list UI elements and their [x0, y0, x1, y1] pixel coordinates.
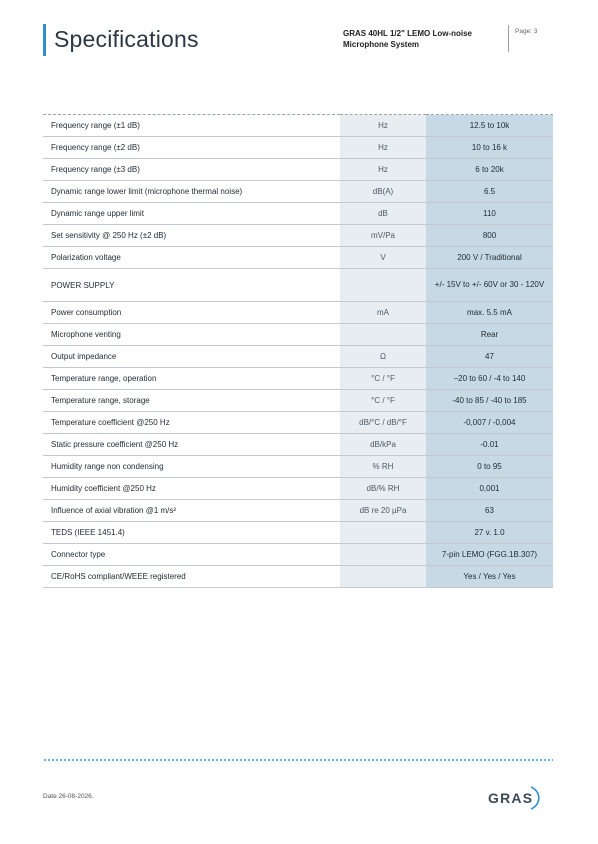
spec-unit-cell: dB/% RH	[340, 478, 426, 500]
spec-row	[43, 368, 553, 390]
spec-param-cell: Static pressure coefficient @250 Hz	[51, 440, 179, 449]
spec-row	[43, 412, 553, 434]
spec-param-cell: Temperature coefficient @250 Hz	[51, 418, 170, 427]
spec-row	[43, 324, 553, 346]
spec-param-cell: Connector type	[51, 550, 106, 559]
spec-param-cell: Dynamic range lower limit (microphone thermal noise)	[51, 187, 243, 196]
spec-unit-cell	[340, 269, 426, 302]
spec-param-cell: Temperature range, operation	[51, 374, 157, 383]
spec-value-cell: -0.01	[426, 434, 553, 456]
spec-row	[43, 137, 553, 159]
spec-value-cell: 0,001	[426, 478, 553, 500]
spec-value-cell: 10 to 16 k	[426, 137, 553, 159]
spec-unit-cell: mV/Pa	[340, 225, 426, 247]
spec-param-cell: Temperature range, storage	[51, 396, 150, 405]
spec-value-cell: 0 to 95	[426, 456, 553, 478]
spec-param-cell: Set sensitivity @ 250 Hz (±2 dB)	[51, 231, 167, 240]
spec-param-cell: Output impedance	[51, 352, 117, 361]
gras-logo: GRAS	[488, 790, 534, 806]
spec-param-cell: Power consumption	[51, 308, 122, 317]
spec-param-cell: Frequency range (±1 dB)	[51, 121, 140, 130]
spec-row	[43, 181, 553, 203]
spec-value-cell: -40 to 85 / -40 to 185	[426, 390, 553, 412]
spec-param-cell: TEDS (IEEE 1451.4)	[51, 528, 125, 537]
spec-param-cell: Microphone venting	[51, 330, 121, 339]
spec-param-cell: CE/RoHS compliant/WEEE registered	[51, 572, 186, 581]
spec-row	[43, 522, 553, 544]
spec-value-cell: 110	[426, 203, 553, 225]
page-title: Specifications	[54, 26, 199, 52]
spec-value-cell: 47	[426, 346, 553, 368]
spec-unit-cell	[340, 522, 426, 544]
product-name: GRAS 40HL 1/2" LEMO Low-noise Microphone System	[343, 29, 472, 49]
spec-unit-cell: % RH	[340, 456, 426, 478]
spec-unit-cell	[340, 324, 426, 346]
spec-row	[43, 500, 553, 522]
spec-value-cell: 6.5	[426, 181, 553, 203]
spec-value-cell: 800	[426, 225, 553, 247]
spec-row	[43, 390, 553, 412]
spec-unit-cell: °C / °F	[340, 368, 426, 390]
spec-unit-cell: °C / °F	[340, 390, 426, 412]
footer-dotted-divider	[43, 758, 553, 762]
spec-row	[43, 225, 553, 247]
spec-unit-cell: Hz	[340, 115, 426, 137]
spec-value-cell: 12.5 to 10k	[426, 115, 553, 137]
spec-unit-cell: Hz	[340, 159, 426, 181]
spec-row	[43, 269, 553, 302]
spec-value-cell: max. 5.5 mA	[426, 302, 553, 324]
spec-row	[43, 159, 553, 181]
spec-unit-cell	[340, 566, 426, 588]
spec-value-cell: 7-pin LEMO (FGG.1B.307)	[426, 544, 553, 566]
spec-row	[43, 302, 553, 324]
spec-unit-cell: dB/°C / dB/°F	[340, 412, 426, 434]
spec-unit-cell	[340, 544, 426, 566]
spec-row	[43, 456, 553, 478]
spec-unit-cell: dB	[340, 203, 426, 225]
spec-row	[43, 478, 553, 500]
spec-value-cell: -0,007 / -0,004	[426, 412, 553, 434]
spec-row	[43, 566, 553, 588]
spec-row	[43, 434, 553, 456]
spec-unit-cell: dB(A)	[340, 181, 426, 203]
spec-unit-cell: dB/kPa	[340, 434, 426, 456]
spec-row	[43, 247, 553, 269]
spec-value-cell: 6 to 20k	[426, 159, 553, 181]
specifications-table	[43, 114, 553, 588]
page-number: Page: 3	[515, 28, 538, 35]
spec-value-cell: +/- 15V to +/- 60V or 30 - 120V	[426, 269, 553, 302]
spec-row	[43, 346, 553, 368]
spec-value-cell: 63	[426, 500, 553, 522]
spec-unit-cell: V	[340, 247, 426, 269]
spec-param-cell: Humidity coefficient @250 Hz	[51, 484, 156, 493]
spec-row	[43, 115, 553, 137]
spec-value-cell: Yes / Yes / Yes	[426, 566, 553, 588]
footer-date: Date 26-08-2026.	[43, 793, 94, 800]
spec-unit-cell: dB re 20 µPa	[340, 500, 426, 522]
spec-param-cell: Influence of axial vibration @1 m/s²	[51, 506, 177, 515]
spec-unit-cell: Hz	[340, 137, 426, 159]
spec-value-cell: 27 v. 1.0	[426, 522, 553, 544]
spec-unit-cell: mA	[340, 302, 426, 324]
spec-value-cell: 200 V / Traditional	[426, 247, 553, 269]
spec-param-cell: Frequency range (±3 dB)	[51, 165, 140, 174]
spec-row	[43, 544, 553, 566]
spec-value-cell: –20 to 60 / -4 to 140	[426, 368, 553, 390]
spec-param-cell: Humidity range non condensing	[51, 462, 164, 471]
spec-row	[43, 203, 553, 225]
spec-param-cell: Dynamic range upper limit	[51, 209, 144, 218]
spec-param-cell: Frequency range (±2 dB)	[51, 143, 140, 152]
spec-param-cell: Polarization voltage	[51, 253, 121, 262]
spec-param-cell: POWER SUPPLY	[51, 280, 115, 290]
title-accent-bar	[43, 24, 46, 56]
spec-unit-cell: Ω	[340, 346, 426, 368]
spec-value-cell: Rear	[426, 324, 553, 346]
header-divider	[508, 25, 509, 52]
